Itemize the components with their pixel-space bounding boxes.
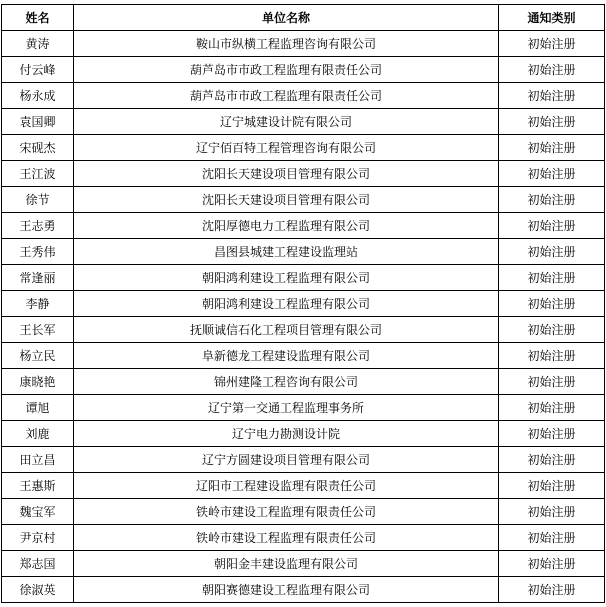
cell-type[interactable]: 初始注册 (499, 525, 605, 551)
cell-unit[interactable]: 铁岭市建设工程监理有限责任公司 (74, 499, 499, 525)
cell-unit[interactable]: 辽宁电力勘测设计院 (74, 421, 499, 447)
cell-name[interactable]: 付云峰 (2, 57, 74, 83)
cell-name[interactable]: 王志勇 (2, 213, 74, 239)
cell-type[interactable]: 初始注册 (499, 83, 605, 109)
table-body (2, 31, 605, 603)
table-row (2, 369, 605, 395)
table-row (2, 447, 605, 473)
cell-name[interactable]: 李静 (2, 291, 74, 317)
table-row (2, 421, 605, 447)
cell-name[interactable]: 徐节 (2, 187, 74, 213)
cell-name[interactable]: 郑志国 (2, 551, 74, 577)
cell-type[interactable]: 初始注册 (499, 239, 605, 265)
cell-type[interactable]: 初始注册 (499, 187, 605, 213)
cell-name[interactable]: 谭旭 (2, 395, 74, 421)
cell-type[interactable]: 初始注册 (499, 577, 605, 603)
cell-name[interactable]: 杨永成 (2, 83, 74, 109)
table-row (2, 109, 605, 135)
cell-name[interactable]: 袁国卿 (2, 109, 74, 135)
table-row (2, 291, 605, 317)
cell-unit[interactable]: 阜新德龙工程建设监理有限公司 (74, 343, 499, 369)
cell-unit[interactable]: 辽宁方圆建设项目管理有限公司 (74, 447, 499, 473)
cell-type[interactable]: 初始注册 (499, 31, 605, 57)
cell-name[interactable]: 康晓艳 (2, 369, 74, 395)
cell-type[interactable]: 初始注册 (499, 421, 605, 447)
table-row (2, 577, 605, 603)
cell-name[interactable]: 田立昌 (2, 447, 74, 473)
cell-name[interactable]: 刘鹿 (2, 421, 74, 447)
cell-unit[interactable]: 朝阳金丰建设监理有限公司 (74, 551, 499, 577)
table-row (2, 343, 605, 369)
cell-name[interactable]: 魏宝军 (2, 499, 74, 525)
cell-type[interactable]: 初始注册 (499, 317, 605, 343)
cell-type[interactable]: 初始注册 (499, 213, 605, 239)
cell-type[interactable]: 初始注册 (499, 473, 605, 499)
cell-name[interactable]: 黄涛 (2, 31, 74, 57)
header-type[interactable]: 通知类别 (499, 5, 605, 31)
cell-name[interactable]: 王长军 (2, 317, 74, 343)
cell-type[interactable]: 初始注册 (499, 57, 605, 83)
table-row (2, 551, 605, 577)
cell-unit[interactable]: 沈阳厚德电力工程监理有限公司 (74, 213, 499, 239)
table-row (2, 473, 605, 499)
cell-unit[interactable]: 朝阳赛德建设工程监理有限公司 (74, 577, 499, 603)
cell-name[interactable]: 王惠斯 (2, 473, 74, 499)
cell-type[interactable]: 初始注册 (499, 447, 605, 473)
table-row (2, 265, 605, 291)
cell-unit[interactable]: 辽宁佰百特工程管理咨询有限公司 (74, 135, 499, 161)
cell-unit[interactable]: 昌图县城建工程建设监理站 (74, 239, 499, 265)
table-row (2, 187, 605, 213)
cell-type[interactable]: 初始注册 (499, 161, 605, 187)
cell-unit[interactable]: 铁岭市建设工程监理有限责任公司 (74, 525, 499, 551)
cell-type[interactable]: 初始注册 (499, 499, 605, 525)
cell-unit[interactable]: 朝阳鸿利建设工程监理有限公司 (74, 265, 499, 291)
cell-unit[interactable]: 沈阳长天建设项目管理有限公司 (74, 161, 499, 187)
table-row (2, 83, 605, 109)
table-row (2, 499, 605, 525)
cell-unit[interactable]: 鞍山市纵横工程监理咨询有限公司 (74, 31, 499, 57)
table-row (2, 317, 605, 343)
cell-name[interactable]: 尹京村 (2, 525, 74, 551)
cell-type[interactable]: 初始注册 (499, 265, 605, 291)
cell-name[interactable]: 王秀伟 (2, 239, 74, 265)
cell-unit[interactable]: 锦州建隆工程咨询有限公司 (74, 369, 499, 395)
cell-type[interactable]: 初始注册 (499, 291, 605, 317)
cell-type[interactable]: 初始注册 (499, 369, 605, 395)
cell-name[interactable]: 杨立民 (2, 343, 74, 369)
cell-name[interactable]: 王江波 (2, 161, 74, 187)
cell-unit[interactable]: 朝阳鸿利建设工程监理有限公司 (74, 291, 499, 317)
cell-type[interactable]: 初始注册 (499, 109, 605, 135)
cell-unit[interactable]: 辽宁第一交通工程监理事务所 (74, 395, 499, 421)
cell-type[interactable]: 初始注册 (499, 135, 605, 161)
header-unit[interactable]: 单位名称 (74, 5, 499, 31)
table-row (2, 135, 605, 161)
cell-unit[interactable]: 葫芦岛市市政工程监理有限责任公司 (74, 57, 499, 83)
cell-unit[interactable]: 辽阳市工程建设监理有限责任公司 (74, 473, 499, 499)
table-row (2, 525, 605, 551)
cell-type[interactable]: 初始注册 (499, 343, 605, 369)
cell-unit[interactable]: 葫芦岛市市政工程监理有限责任公司 (74, 83, 499, 109)
cell-name[interactable]: 徐淑英 (2, 577, 74, 603)
cell-unit[interactable]: 沈阳长天建设项目管理有限公司 (74, 187, 499, 213)
cell-name[interactable]: 常逢丽 (2, 265, 74, 291)
cell-type[interactable]: 初始注册 (499, 551, 605, 577)
cell-unit[interactable]: 抚顺诚信石化工程项目管理有限公司 (74, 317, 499, 343)
table-row (2, 213, 605, 239)
header-row (2, 5, 605, 31)
table-row (2, 239, 605, 265)
table-row (2, 161, 605, 187)
table-row (2, 395, 605, 421)
header-name[interactable]: 姓名 (2, 5, 74, 31)
table-row (2, 31, 605, 57)
cell-unit[interactable]: 辽宁城建设计院有限公司 (74, 109, 499, 135)
registration-table (1, 4, 605, 603)
cell-name[interactable]: 宋砚杰 (2, 135, 74, 161)
table-row (2, 57, 605, 83)
cell-type[interactable]: 初始注册 (499, 395, 605, 421)
